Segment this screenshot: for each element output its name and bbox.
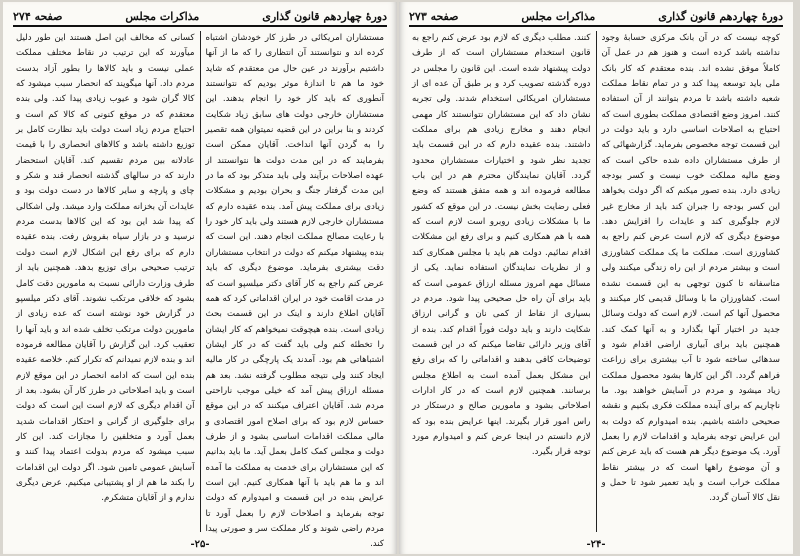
left-page bbox=[3, 2, 397, 554]
right-page bbox=[399, 2, 793, 554]
left-page-column-right-text: مستشاران امریکائی در طرز کار خودشان اشتباه کرده اند و نتوانستند آن انتظاری را که ما از آنها داشتیم برآورند در عین حال من معتقدم که شاید خود ما هم تا اندازهٔ موثر بودیم که نتوانستند آنطوری که باید کار خود را انجام بدهند. این مستشاران خارجی دولت های سابق زیاد شکایت کردند و بنا براین در این قضیه نمیتوان همه تقصیر را به گردن آنها انداخت. آقایان ممکن است بفرمایند که در این مدت دولت ها نتوانستند از عهده اصلاحات برآیند ولی باید متذکر بود که ما در این مدت گرفتار جنگ و بحران بودیم و مشکلات زیادی برای مملکت پیش آمد. بنده عقیده دارم که مستشاران خارجی لازم هستند ولی باید کار خود را با رعایت مصالح مملکت انجام دهند. این است که بنده پیشنهاد میکنم که دولت در انتخاب مستشاران دقت بیشتری بفرماید. موضوع دیگری که باید عرض کنم راجع به کار آقای دکتر میلسپو است که در مدت اقامت خود در ایران اقداماتی کرد که همه آقایان اطلاع دارند و اینک در این قسمت بحث زیادی است. بنده هیچوقت نمیخواهم که کار ایشان را تخطئه کنم ولی باید گفت که در کار ایشان اشتباهاتی هم بود. آمدند یک پارچگی در کار مالیه ایجاد کنند ولی نتیجه مطلوب گرفته نشد. بعد هم مسئله ارزاق پیش آمد که خیلی موجب ناراحتی مردم شد. آقایان اعتراف میکنند که در این موقع حساس لازم بود که برای اصلاح امور اقتصادی و مالی مملکت اقدامات اساسی بشود و از طرف دولت و مجلس کمک کامل بعمل آید. ما باید بدانیم که این مستشاران برای خدمت به مملکت ما آمده اند و ما هم باید با آنها همکاری کنیم. این است عرایض بنده در این قسمت و امیدوارم که دولت توجه بفرماید و اصلاحات لازم را بعمل آورد تا مردم راضی شوند و کار مملکت سر و صورتی پیدا کند. bbox=[205, 33, 384, 550]
right-page-number: -۲۴- bbox=[586, 539, 606, 550]
right-header-page-label: صفحه ۲۷۳ bbox=[409, 9, 459, 23]
left-page-header bbox=[13, 7, 387, 27]
column-divider bbox=[596, 31, 597, 532]
right-page-column-left-text: کنند. مطلب دیگری که لازم بود عرض کنم راجع به قانون استخدام مستشاران است که از طرف دولت پیشنهاد شده است. این قانون را مجلس در دوره گذشته تصویب کرد و بر طبق آن عده ای از مستشاران امریکائی استخدام شدند. ولی تجربه نشان داد که این مستشاران نتوانستند کار مهمی انجام دهند و مخارج زیادی هم برای مملکت داشتند. بنده عقیده دارم که در این قسمت باید تجدید نظر شود و اختیارات مستشاران محدود گردد. آقایان نمایندگان محترم هم در این باب مطالعه فرموده اند و همه متفق هستند که وضع فعلی رضایت بخش نیست. در این موقع که کشور ما با مشکلات زیادی روبرو است لازم است که همه با هم همکاری کنیم و برای رفع این مشکلات اقدام نمائیم. دولت هم باید با مجلس همکاری کند و از نظریات نمایندگان استفاده نماید. یکی از مسائل مهم امروز مسئله ارزاق عمومی است که باید برای آن راه حل صحیحی پیدا شود. مردم در بسیاری از نقاط از کمی نان و گرانی ارزاق شکایت دارند و باید دولت فوراً اقدام کند. بنده از آقای وزیر دارائی تقاضا میکنم که در این قسمت توضیحات کافی بدهند و اقداماتی را که برای رفع این مشکل بعمل آمده است به اطلاع مجلس برسانند. همچنین لازم است که در کار ادارات اصلاحاتی بشود و مامورین صالح و درستکار در راس امور قرار بگیرند. اینها عرایض بنده بود که لازم دانستم در اینجا عرض کنم و امیدوارم مورد توجه قرار بگیرد. bbox=[412, 33, 591, 458]
left-page-column-right bbox=[203, 31, 388, 550]
right-page-column-right-text: کوچه نیست که در آن بانک مرکزی حسابهٔ وجود نداشته باشد کرده است و هنوز هم در عمل آن کاملاً موفق نشده اند. بنده معتقدم که کار بانک ملی باید توسعه پیدا کند و در تمام نقاط مملکت شعبه داشته باشد تا مردم بتوانند از آن استفاده کنند. امروز وضع اقتصادی مملکت بطوری است که احتیاج به اصلاحات اساسی دارد و باید دولت در این قسمت توجه مخصوص بفرماید. گزارشهائی که از طرف مستشاران داده شده حاکی است که وضع مالیه مملکت خوب نیست و کسر بودجه زیادی دارد. بنده تصور میکنم که اگر دولت بخواهد این کسر بودجه را جبران کند باید از مخارج غیر لازم جلوگیری کند و عایدات را افزایش دهد. موضوع دیگری که لازم است عرض کنم راجع به کشاورزی است. مملکت ما یک مملکت کشاورزی است و بیشتر مردم از این راه زندگی میکنند ولی متاسفانه تا کنون توجهی به این قسمت نشده است. کشاورزان ما با وسائل قدیمی کار میکنند و محصول آنها کم است. لازم است که دولت وسائل جدید در اختیار آنها بگذارد و به آنها کمک کند. همچنین باید برای آبیاری اراضی اقدام شود و سدهائی ساخته شود تا آب بیشتری برای زراعت فراهم گردد. اگر این کارها بشود محصول مملکت زیاد میشود و مردم در آسایش خواهند بود. ما ناچاریم که برای آینده مملکت فکری بکنیم و نقشه صحیحی داشته باشیم. بنده امیدوارم که دولت به این عرایض توجه بفرماید و اقدامات لازم را بعمل آورد. یک موضوع دیگر هم هست که باید عرض کنم و آن موضوع راهها است که در بیشتر نقاط مملکت خراب است و باید تعمیر شود تا حمل و نقل کالا آسان گردد. bbox=[601, 33, 780, 504]
right-header-title: دورهٔ چهاردهم قانون گذاری bbox=[658, 9, 783, 23]
right-page-column-left bbox=[409, 31, 594, 532]
left-header-page-label: صفحه ۲۷۴ bbox=[13, 9, 63, 23]
column-divider bbox=[200, 31, 201, 532]
right-page-header bbox=[409, 7, 783, 27]
right-header-section: مذاکرات مجلس bbox=[521, 9, 596, 23]
left-header-section: مذاکرات مجلس bbox=[125, 9, 200, 23]
left-page-column-left bbox=[13, 31, 198, 532]
left-page-column-left-text: کسانی که مخالف این اصل هستند این طور دلیل میآورند که این ترتیب در نقاط مختلف مملکت عملی نیست و باید کالاها را بطور آزاد بدست مردم داد. آنها میگویند که انحصار سبب میشود که کالا گران شود و عیوب زیادی پیدا کند. ولی بنده معتقدم که در موقع کنونی که کالا کم است و احتیاج مردم زیاد است دولت باید نظارت کامل بر توزیع داشته باشد و کالاهای انحصاری را با قیمت عادلانه بین مردم تقسیم کند. آقایان استحضار دارند که در سالهای گذشته انحصار قند و شکر و چای و پارچه و سایر کالاها در دست دولت بود و عایدات آن بخزانه مملکت وارد میشد. ولی اشکالی که پیدا شد این بود که این کالاها بدست مردم نرسید و در بازار سیاه بفروش رفت. بنده عقیده دارم که برای رفع این اشکال لازم است دولت ترتیب صحیحی برای توزیع بدهد. همچنین باید از طرف وزارت دارائی نسبت به مامورین دقت کامل بشود که خلافی مرتکب نشوند. آقای دکتر میلسپو در گزارش خود نوشته است که عده زیادی از مامورین دولت مرتکب تخلف شده اند و باید آنها را تعقیب کرد. این گزارش را آقایان مطالعه فرموده اند و بنده لازم نمیدانم که تکرار کنم. خلاصه عقیده بنده این است که ادامه انحصار در این موقع لازم است و باید اصلاحاتی در طرز کار آن بشود. بعد از آن اقدام دیگری که لازم است این است که دولت برای جلوگیری از گرانی و احتکار اقدامات شدید بعمل آورد و متخلفین را مجازات کند. این کار سبب میشود که مردم بدولت اعتماد پیدا کنند و آسایش عمومی تامین شود. اگر دولت این اقدامات را بکند ما هم از او پشتیبانی میکنیم. عرض دیگری ندارم و از آقایان متشکرم. bbox=[16, 33, 195, 504]
left-header-title: دورهٔ چهاردهم قانون گذاری bbox=[262, 9, 387, 23]
right-page-column-right bbox=[599, 31, 784, 532]
right-page-columns bbox=[409, 31, 783, 532]
left-page-number: -۲۵- bbox=[190, 539, 210, 550]
